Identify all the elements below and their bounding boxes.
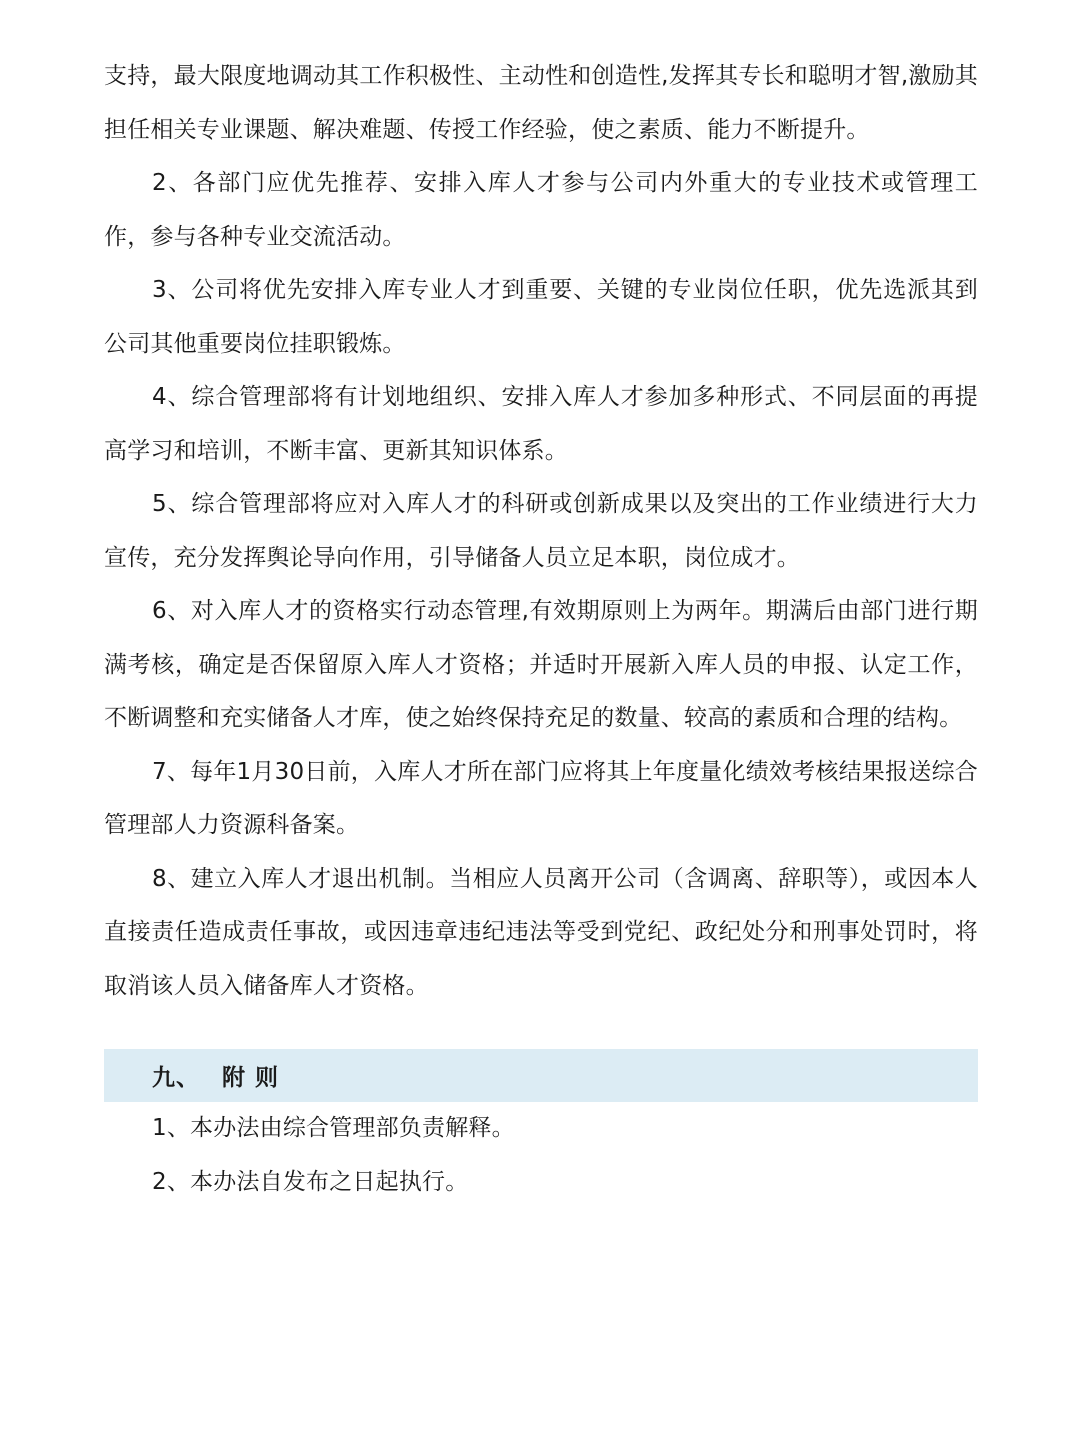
list-item-7: 7、每年1月30日前，入库人才所在部门应将其上年度量化绩效考核结果报送综合管理部人力资源科备案。 [104,758,978,838]
section-number: 九、 [152,1065,200,1091]
list-item-6: 6、对入库人才的资格实行动态管理,有效期原则上为两年。期满后由部门进行期满考核，确定是否保留原入库人才资格；并适时开展新入库人员的申报、认定工作，不断调整和充实储备人才库，使之始终保持充足的数量、较高的素质和合理的结构。 [104,598,978,731]
list-item-8: 8、建立入库人才退出机制。当相应人员离开公司（含调离、辞职等），或因本人直接责任造成责任事故，或因违章违纪违法等受到党纪、政纪处分和刑事处罚时，将取消该人员入储备库人才资格。 [104,865,978,999]
list-item-5: 5、综合管理部将应对入库人才的科研或创新成果以及突出的工作业绩进行大力宣传，充分发挥舆论导向作用，引导储备人员立足本职，岗位成才。 [104,491,978,571]
document-page [104,50,978,1209]
appendix-item-2: 2、本办法自发布之日起执行。 [152,1168,469,1195]
appendix-item-1: 1、本办法由综合管理部负责解释。 [152,1115,515,1141]
list-item-4: 4、综合管理部将有计划地组织、安排入库人才参加多种形式、不同层面的再提高学习和培训，不断丰富、更新其知识体系。 [104,384,978,464]
section-title: 附 则 [222,1065,280,1091]
section-heading-appendix [104,1049,978,1102]
list-item-3: 3、公司将优先安排入库专业人才到重要、关键的专业岗位任职，优先选派其到公司其他重要岗位挂职锻炼。 [104,277,978,357]
continuation-paragraph: 支持，最大限度地调动其工作积极性、主动性和创造性,发挥其专长和聪明才智,激励其担任相关专业课题、解决难题、传授工作经验，使之素质、能力不断提升。 [104,63,978,143]
list-item-2: 2、各部门应优先推荐、安排入库人才参与公司内外重大的专业技术或管理工作，参与各种专业交流活动。 [104,170,978,250]
